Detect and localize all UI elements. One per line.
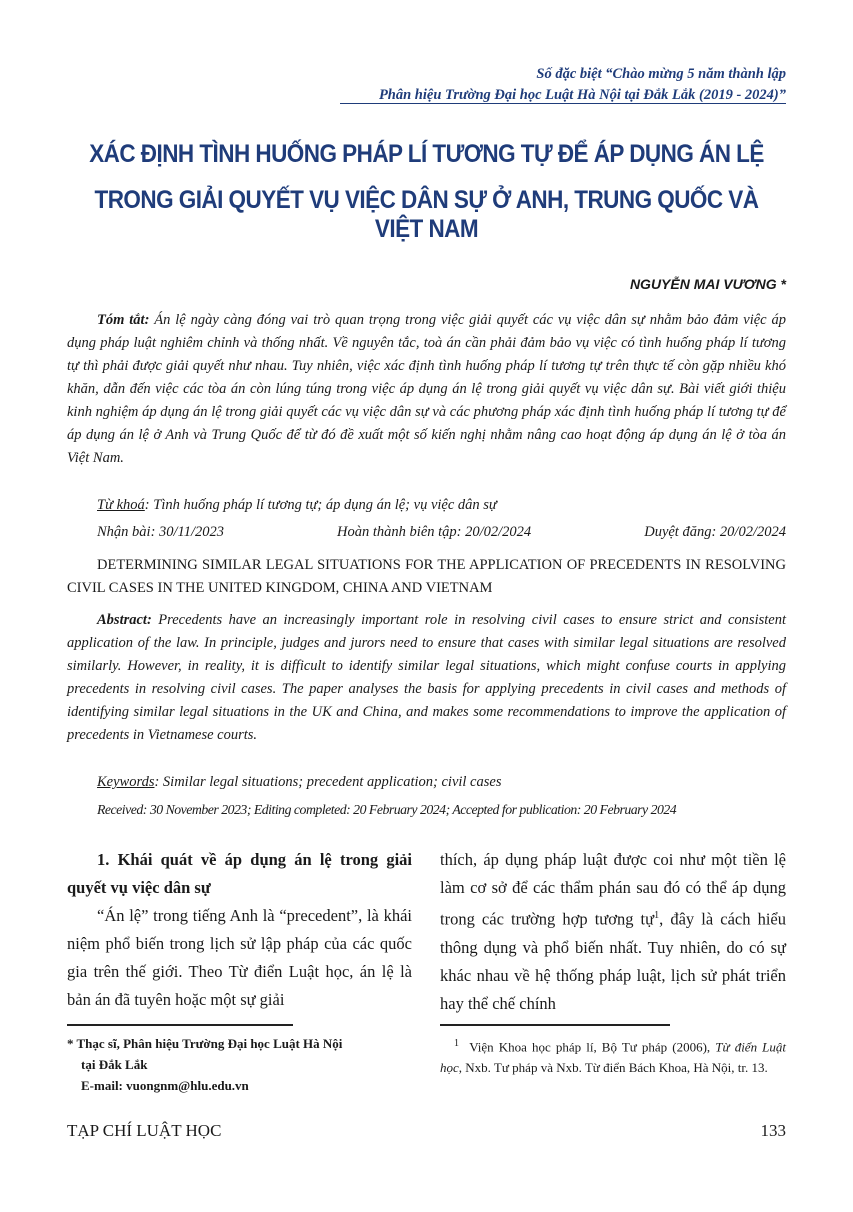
author-footnote [67,1033,412,1096]
keywords-vi [97,497,786,514]
author-email: E-mail: vuongnm@hlu.edu.vn [81,1078,249,1093]
abstract-vi [67,309,786,470]
journal-name: TẠP CHÍ LUẬT HỌC [67,1121,222,1140]
dates-vi [97,524,786,541]
title-line-1: XÁC ĐỊNH TÌNH HUỐNG PHÁP LÍ TƯƠNG TỰ ĐỂ ÁP DỤNG ÁN LỆ [89,140,764,168]
date-edited-vi: Hoàn thành biên tập: 20/02/2024 [337,524,532,540]
keywords-en-label: Keywords [97,774,155,790]
keywords-vi-label: Từ khoá [97,497,145,513]
footnote-1-book: Từ điển Luật học [440,1039,787,1076]
keywords-en-text: : Similar legal situations; precedent application; civil cases [154,774,502,790]
right-column [440,846,786,1018]
footnote-1-number: 1 [454,1038,459,1049]
author-affiliation-2: tại Đắk Lắk [81,1057,148,1072]
footnote-rule-right [440,1024,670,1026]
left-column-text: “Án lệ” trong tiếng Anh là “precedent”, là khái niệm phổ biến trong lịch sử lập pháp của các quốc gia trên thế giới. Theo Từ điển Luật học, án lệ là bản án đã tuyên hoặc một sự giải [67,906,412,1009]
footnote-rule-left [67,1024,293,1026]
date-received-vi: Nhận bài: 30/11/2023 [97,524,225,540]
title-en: DETERMINING SIMILAR LEGAL SITUATIONS FOR THE APPLICATION OF PRECEDENTS IN RESOLVING CIVIL CASES IN THE UNITED KINGDOM, CHINA AND VIETNAM [67,557,786,596]
header-line-2: Phân hiệu Trường Đại học Luật Hà Nội tại Đắk Lắk (2019 - 2024)” [378,87,786,103]
date-accepted-vi: Duyệt đăng: 20/02/2024 [644,524,786,540]
abstract-en [67,609,786,747]
right-column-text-2: , đây là cách hiểu thông dụng và phổ biến nhất. Tuy nhiên, do có sự khác nhau về hệ thống pháp luật, lịch sử phát triển hay thể chế chính [440,909,787,1013]
footnote-1 [440,1033,786,1078]
keywords-vi-text: : Tình huống pháp lí tương tự; áp dụng án lệ; vụ việc dân sự [144,497,497,513]
running-header [379,64,786,106]
abstract-vi-text: Án lệ ngày càng đóng vai trò quan trọng trong việc giải quyết các vụ việc dân sự nhằm bảo đảm việc áp dụng pháp luật nghiêm chỉnh và thống nhất. Về nguyên tắc, toà án cần phải đảm bảo vụ việc có tình huống pháp lí tương tự thì phải được giải quyết như nhau. Tuy nhiên, việc xác định tình huống pháp lí tương tự trên thực tế còn gặp nhiều khó khăn, dẫn đến việc các tòa án còn lúng túng trong việc áp dụng án lệ trong giải quyết vụ việc dân sự. Bài viết giới thiệu kinh nghiệm áp dụng án lệ trong giải quyết các vụ việc dân sự và các phương pháp xác định tình huống pháp lí tương tự để áp dụng án lệ ở Anh và Trung Quốc để từ đó đề xuất một số kiến nghị nhằm nâng cao hoạt động áp dụng án lệ ở tòa án Việt Nam. [67,312,786,466]
header-line-1: Số đặc biệt “Chào mừng 5 năm thành lập [536,66,786,82]
title-line-2: TRONG GIẢI QUYẾT VỤ VIỆC DÂN SỰ Ở ANH, TRUNG QUỐC VÀ VIỆT NAM [94,186,759,243]
footnote-ref-1: 1 [654,910,660,921]
footnote-1-pre: Viện Khoa học pháp lí, Bộ Tư pháp (2006), [469,1039,716,1055]
right-column-text-1: thích, áp dụng pháp luật được coi như một tiền lệ làm cơ sở để các thẩm phán sau đó có thể áp dụng trong các trường hợp tương tự [440,850,786,929]
abstract-en-text: Precedents have an increasingly important role in resolving civil cases to ensure strict and consistent application of the law. In principle, judges and jurors need to ensure that cases with similar legal situations are resolved similarly. However, in reality, it is difficult to identify similar legal situations, which might confuse courts in applying precedents in resolving civil cases. The paper analyses the basis for applying precedents in civil cases and methods of identifying similar legal situations in the UK and China, and makes some recommendations to improve the application of precedents in Vietnamese courts. [67,612,786,743]
author-affiliation-1: * Thạc sĩ, Phân hiệu Trường Đại học Luật Hà Nội [67,1036,343,1051]
left-column [67,846,412,1014]
section-heading: 1. Khái quát về áp dụng án lệ trong giải quyết vụ việc dân sự [67,850,412,897]
page-number: 133 [760,1121,786,1140]
header-rule [340,103,786,104]
dates-en: Received: 30 November 2023; Editing completed: 20 February 2024; Accepted for publication: 20 February 2024 [97,802,677,817]
footnote-1-post: , Nxb. Tư pháp và Nxb. Từ điển Bách Khoa, Hà Nội, tr. 13. [458,1060,768,1076]
author: NGUYỄN MAI VƯƠNG * [629,276,786,292]
keywords-en [97,774,786,791]
abstract-en-label: Abstract: [97,612,152,628]
abstract-vi-label: Tóm tắt: [97,312,150,328]
